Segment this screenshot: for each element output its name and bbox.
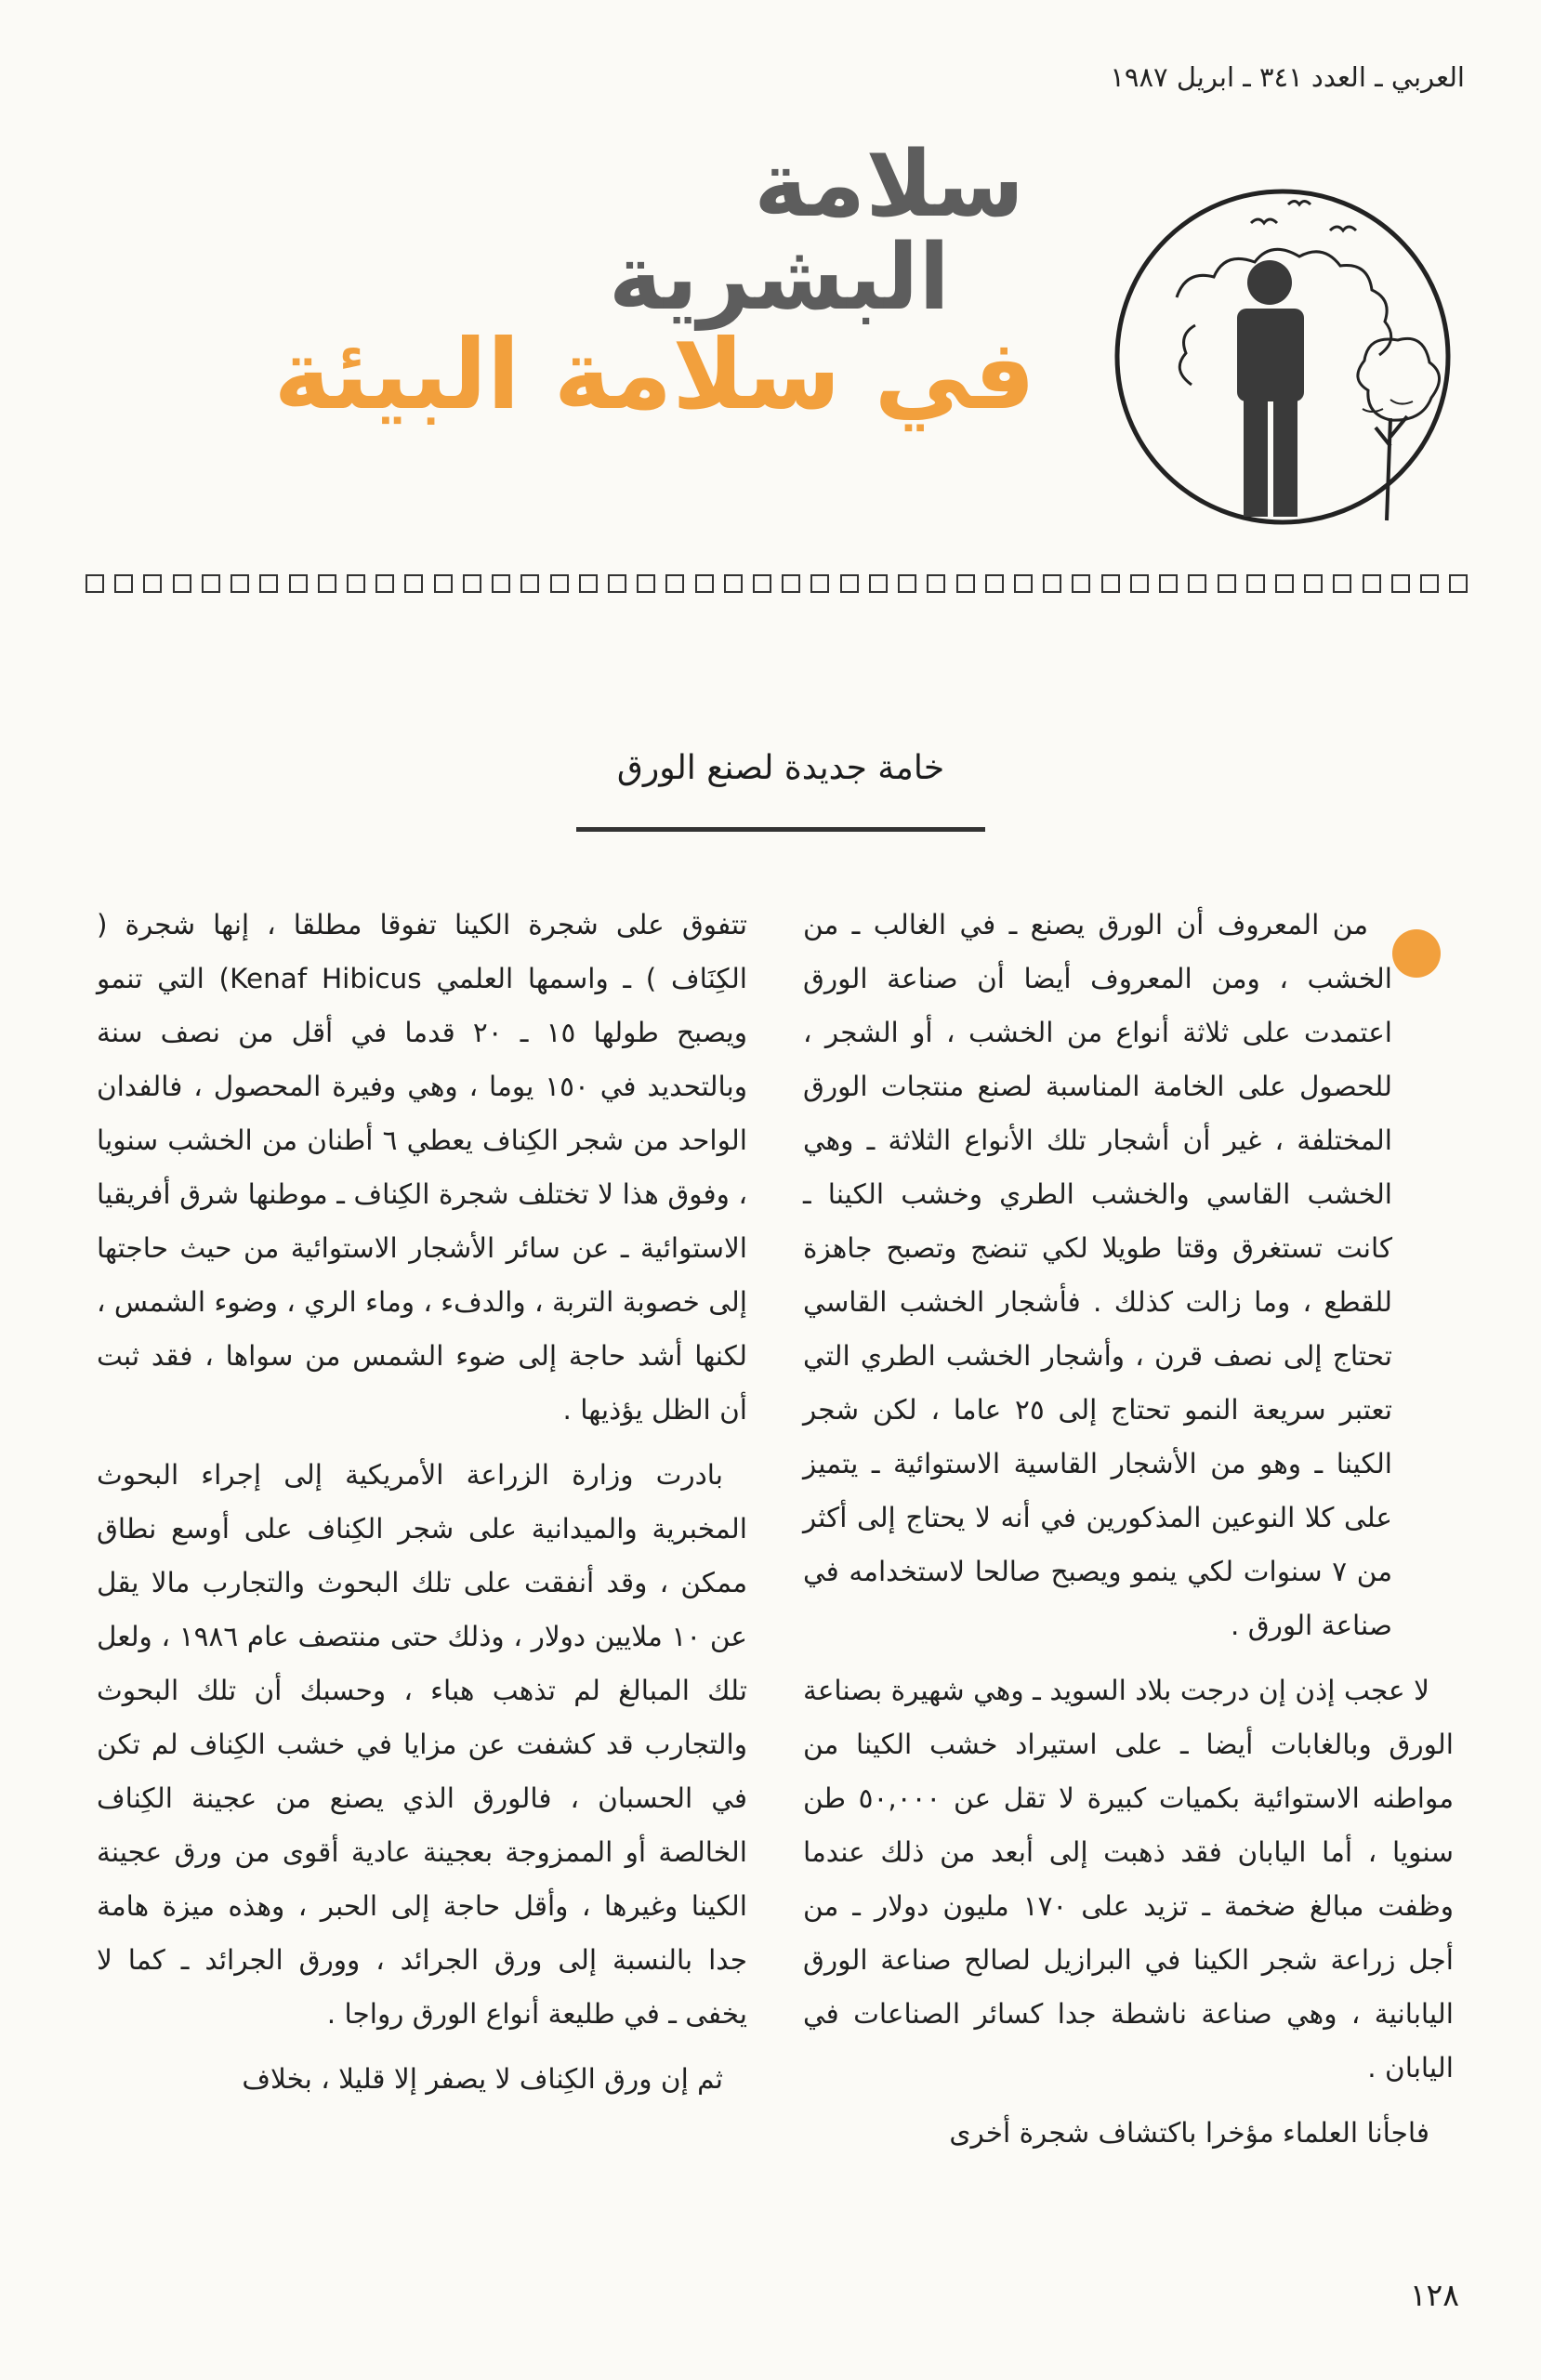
border-box-ornament: [173, 574, 191, 593]
decorative-box-border: [86, 574, 1469, 593]
border-box-ornament: [375, 574, 394, 593]
paragraph: لا عجب إذن إن درجت بلاد السويد ـ وهي شهيرة بصناعة الورق وبالغابات أيضا ـ على استيراد خشب الكينا من مواطنه الاستوائية بكميات كبيرة لا تقل عن ٥٠,٠٠٠ طن سنويا ، أما اليابان فقد ذهبت إلى أبعد من ذلك عندما وظفت مبالغ ضخمة ـ تزيد على ١٧٠ مليون دولار ـ من أجل زراعة شجر الكينا في البرازيل لصالح صناعة الورق اليابانية ، وهي صناعة ناشطة جدا كسائر الصناعات في اليابان .: [803, 1675, 1455, 2084]
border-box-ornament: [1130, 574, 1149, 593]
border-box-ornament: [637, 574, 655, 593]
border-box-ornament: [434, 574, 453, 593]
border-box-ornament: [753, 574, 771, 593]
border-box-ornament: [724, 574, 743, 593]
border-box-ornament: [463, 574, 481, 593]
border-box-ornament: [1333, 574, 1351, 593]
paragraph: ثم إن ورق الكِناف لا يصفر إلا قليلا ، بخلاف: [242, 2063, 723, 2095]
border-box-ornament: [1159, 574, 1178, 593]
section-title: خامة جديدة لصنع الورق: [616, 749, 945, 787]
border-box-ornament: [579, 574, 598, 593]
border-box-ornament: [840, 574, 859, 593]
border-box-ornament: [956, 574, 975, 593]
paragraph: تتفوق على شجرة الكينا تفوقا مطلقا ، إنها شجرة ( الكِنَاف ) ـ واسمها العلمي Kenaf Hibicus) التي تنمو ويصبح طولها ١٥ ـ ٢٠ قدما في أقل من نصف سنة وبالتحديد في ١٥٠ يوما ، وهي وفيرة المحصول ، فالفدان الواحد من شجر الكِناف يعطي ٦ أطنان من الخشب سنويا ، وفوق هذا لا تختلف شجرة الكِناف ـ موطنها شرق أفريقيا الاستوائية ـ عن سائر الأشجار الاستوائية من حيث حاجتها إلى خصوبة التربة ، والدفء ، وماء الري ، وضوء الشمس ، لكنها أشد حاجة إلى ضوء الشمس من سواها ، فقد ثبت أن الظل يؤذيها .: [97, 909, 747, 1426]
border-box-ornament: [347, 574, 365, 593]
border-box-ornament: [869, 574, 888, 593]
border-box-ornament: [202, 574, 220, 593]
section-title-underline: [576, 827, 985, 832]
border-box-ornament: [1391, 574, 1410, 593]
border-box-ornament: [810, 574, 829, 593]
issue-header: العربي ـ العدد ٣٤١ ـ ابريل ١٩٨٧: [1110, 61, 1465, 93]
border-box-ornament: [492, 574, 510, 593]
border-box-ornament: [1101, 574, 1120, 593]
person-tree-emblem-icon: [1112, 186, 1454, 528]
border-box-ornament: [520, 574, 539, 593]
border-box-ornament: [404, 574, 423, 593]
paragraph: من المعروف أن الورق يصنع ـ في الغالب ـ من الخشب ، ومن المعروف أيضا أن صناعة الورق اعتمدت على ثلاثة أنواع من الخشب ، أو الشجر ، للحصول على الخامة المناسبة لصنع منتجات الورق المختلفة ، غير أن أشجار تلك الأنواع الثلاثة ـ وهي الخشب القاسي والخشب الطري وخشب الكينا ـ كانت تستغرق وقتا طويلا لكي تنضج وتصبح جاهزة للقطع ، وما زالت كذلك . فأشجار الخشب القاسي تحتاج إلى نصف قرن ، وأشجار الخشب الطري التي تعتبر سريعة النمو تحتاج إلى ٢٥ عاما ، لكن شجر الكينا ـ وهو من الأشجار القاسية الاستوائية ـ يتميز على كلا النوعين المذكورين في أنه لا يحتاج إلى أكثر من ٧ سنوات لكي ينمو ويصبح صالحا لاستخدامه في صناعة الورق .: [803, 909, 1393, 1641]
border-box-ornament: [1188, 574, 1206, 593]
border-box-ornament: [1275, 574, 1294, 593]
left-column: [97, 898, 747, 2106]
border-box-ornament: [1072, 574, 1090, 593]
border-box-ornament: [1420, 574, 1439, 593]
border-box-ornament: [550, 574, 569, 593]
page-number: ١٢٨: [1409, 2277, 1459, 2313]
border-box-ornament: [1246, 574, 1265, 593]
paragraph: بادرت وزارة الزراعة الأمريكية إلى إجراء البحوث المخبرية والميدانية على شجر الكِناف على أوسع نطاق ممكن ، وقد أنفقت على تلك البحوث والتجارب مالا يقل عن ١٠ ملايين دولار ، وذلك حتى منتصف عام ١٩٨٦ ، ولعل تلك المبالغ لم تذهب هباء ، وحسبك أن تلك البحوث والتجارب قد كشفت عن مزايا في خشب الكِناف لم تكن في الحسبان ، فالورق الذي يصنع من عجينة الكِناف الخالصة أو الممزوجة بعجينة عادية أقوى من ورق عجينة الكينا وغيرها ، وأقل حاجة إلى الحبر ، وهذه ميزة هامة جدا بالنسبة إلى ورق الجرائد ، وورق الجرائد ـ كما لا يخفى ـ في طليعة أنواع الورق رواجا .: [97, 1459, 747, 2030]
border-box-ornament: [782, 574, 800, 593]
border-box-ornament: [143, 574, 162, 593]
title-line-3: في سلامة البيئة: [273, 317, 1035, 431]
border-box-ornament: [898, 574, 916, 593]
border-box-ornament: [985, 574, 1004, 593]
border-box-ornament: [230, 574, 249, 593]
border-box-ornament: [1363, 574, 1381, 593]
border-box-ornament: [1304, 574, 1323, 593]
border-box-ornament: [665, 574, 684, 593]
border-box-ornament: [86, 574, 104, 593]
title-line-1: سلامة: [754, 132, 1024, 238]
border-box-ornament: [1014, 574, 1033, 593]
border-box-ornament: [1043, 574, 1061, 593]
border-box-ornament: [318, 574, 336, 593]
border-box-ornament: [1449, 574, 1468, 593]
right-column: [803, 898, 1454, 2160]
article-title: [273, 132, 1035, 431]
border-box-ornament: [927, 574, 945, 593]
title-line-2: البشرية: [608, 224, 950, 331]
border-box-ornament: [259, 574, 278, 593]
border-box-ornament: [289, 574, 308, 593]
paragraph: فاجأنا العلماء مؤخرا باكتشاف شجرة أخرى: [949, 2117, 1429, 2149]
border-box-ornament: [695, 574, 714, 593]
border-box-ornament: [1218, 574, 1236, 593]
border-box-ornament: [114, 574, 133, 593]
border-box-ornament: [608, 574, 626, 593]
